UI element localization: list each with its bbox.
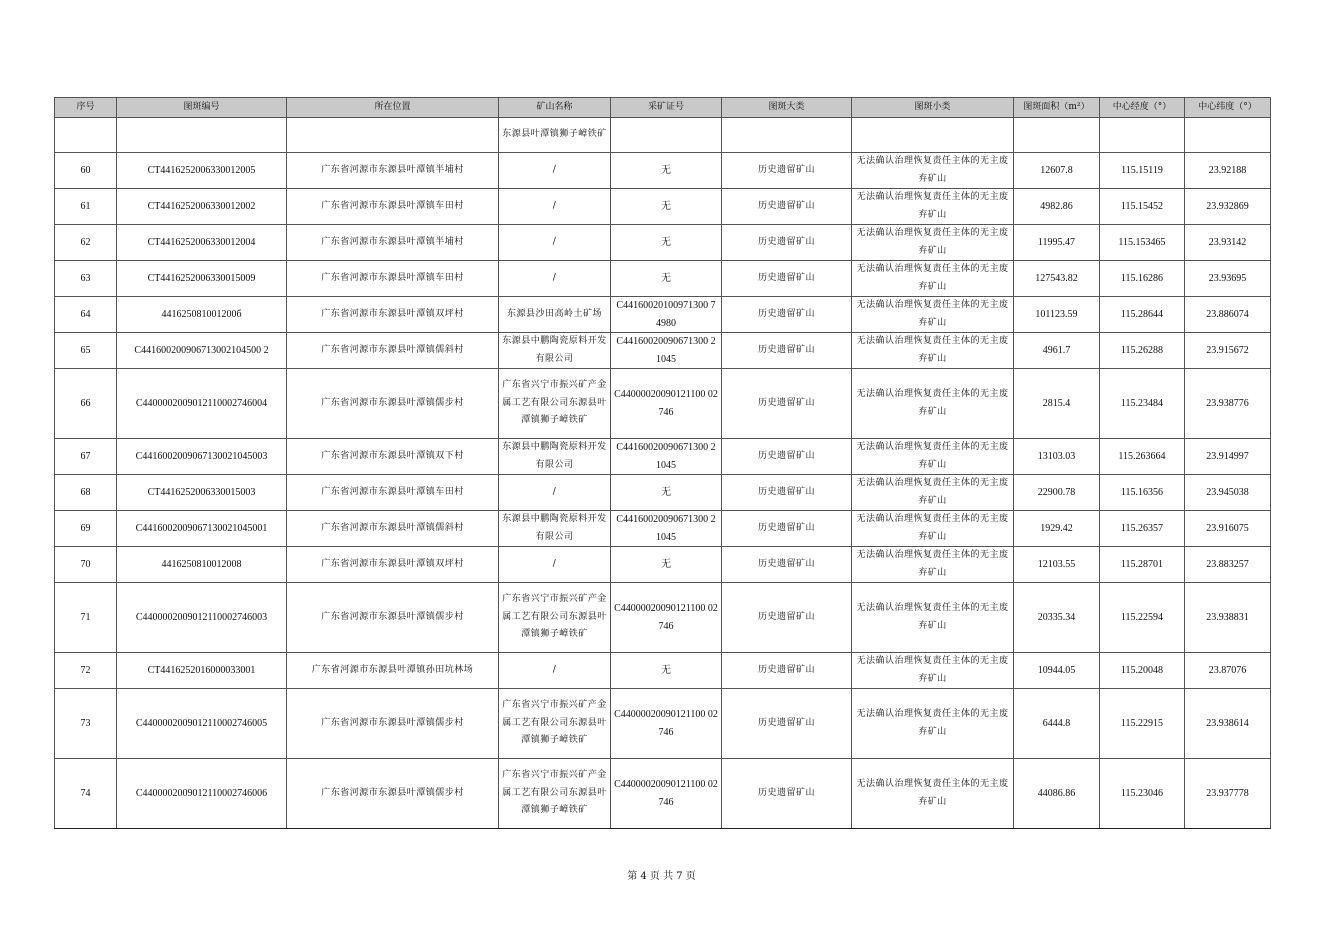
patch-code-cell: 441625081001200б (117, 297, 287, 333)
location-cell: 广东省河源市东源县叶潭镇双坪村 (287, 297, 499, 333)
patch-code-cell: C4416002009067130021045001 (117, 511, 287, 547)
area-cell: 13103.03 (1014, 439, 1100, 475)
page-number: 第 4 页 共 7 页 (627, 871, 696, 882)
area-cell: 4961.7 (1014, 333, 1100, 369)
longitude-cell: 115.26357 (1100, 511, 1185, 547)
location-cell: 广东省河源市东源县叶潭镇儒步村 (287, 689, 499, 759)
row-no-cell: 63 (55, 261, 117, 297)
area-cell: 4982.86 (1014, 189, 1100, 225)
table-row (55, 475, 1271, 511)
major-class-cell: 历史遗留矿山 (722, 189, 852, 225)
minor-class-cell: 无法确认治理恢复责任主体的无主废弃矿山 (852, 583, 1014, 653)
minor-class-cell: 无法确认治理恢复责任主体的无主废弃矿山 (852, 511, 1014, 547)
major-class-cell: 历史遗留矿山 (722, 333, 852, 369)
patch-code-cell: 4416250810012008 (117, 547, 287, 583)
minor-class-cell (852, 118, 1014, 153)
license-no-cell: C44000020090121100 02746 (611, 369, 722, 439)
row-no-cell: 73 (55, 689, 117, 759)
minor-class-cell: 无法确认治理恢复责任主体的无主废弃矿山 (852, 369, 1014, 439)
latitude-cell: 23.937778 (1185, 759, 1271, 829)
major-class-cell: 历史遗留矿山 (722, 225, 852, 261)
longitude-cell: 115.26288 (1100, 333, 1185, 369)
major-class-cell (722, 118, 852, 153)
minor-class-cell: 无法确认治理恢复责任主体的无主废弃矿山 (852, 439, 1014, 475)
row-no-cell: 60 (55, 153, 117, 189)
license-no-cell: 无 (611, 153, 722, 189)
longitude-cell: 115.23484 (1100, 369, 1185, 439)
location-cell: 广东省河源市东源县叶潭镇车田村 (287, 189, 499, 225)
license-no-cell: C44000020090121100 02746 (611, 583, 722, 653)
mine-name-cell: / (499, 225, 611, 261)
row-no-cell: 66 (55, 369, 117, 439)
mine-name-cell: / (499, 153, 611, 189)
latitude-cell: 23.938831 (1185, 583, 1271, 653)
mine-name-cell: 东源县中鹏陶瓷原料开发有限公司 (499, 511, 611, 547)
location-cell: 广东省河源市东源县叶潭镇儒步村 (287, 369, 499, 439)
major-class-cell: 历史遗留矿山 (722, 689, 852, 759)
longitude-cell: 115.28701 (1100, 547, 1185, 583)
license-no-cell: C44000020090121100 02746 (611, 689, 722, 759)
minor-class-cell: 无法确认治理恢复责任主体的无主废弃矿山 (852, 475, 1014, 511)
mine-name-cell: 东源县叶潭镇狮子嶂铁矿 (499, 118, 611, 153)
location-cell: 广东省河源市东源县叶潭镇半埔村 (287, 153, 499, 189)
area-cell: 20335.34 (1014, 583, 1100, 653)
longitude-cell: 115.15452 (1100, 189, 1185, 225)
header-patch-code: 图斑编号 (117, 98, 287, 118)
patch-code-cell: C4400002009012110002746005 (117, 689, 287, 759)
table-row (55, 759, 1271, 829)
license-no-cell: 无 (611, 261, 722, 297)
area-cell: 127543.82 (1014, 261, 1100, 297)
table-row (55, 189, 1271, 225)
minor-class-cell: 无法确认治理恢复责任主体的无主废弃矿山 (852, 547, 1014, 583)
mine-name-cell: / (499, 475, 611, 511)
latitude-cell: 23.945038 (1185, 475, 1271, 511)
area-cell: 1929.42 (1014, 511, 1100, 547)
major-class-cell: 历史遗留矿山 (722, 439, 852, 475)
header-mine-name: 矿山名称 (499, 98, 611, 118)
mine-name-cell: / (499, 261, 611, 297)
table-row (55, 511, 1271, 547)
latitude-cell: 23.938614 (1185, 689, 1271, 759)
mine-name-cell: 东源县沙田高岭土矿场 (499, 297, 611, 333)
longitude-cell: 115.20048 (1100, 653, 1185, 689)
table-row (55, 153, 1271, 189)
header-latitude: 中心纬度（°） (1185, 98, 1271, 118)
major-class-cell: 历史遗留矿山 (722, 583, 852, 653)
table-row (55, 225, 1271, 261)
major-class-cell: 历史遗留矿山 (722, 369, 852, 439)
table-row (55, 547, 1271, 583)
header-location: 所在位置 (287, 98, 499, 118)
latitude-cell: 23.87076 (1185, 653, 1271, 689)
latitude-cell: 23.914997 (1185, 439, 1271, 475)
table-header-row (55, 98, 1271, 118)
area-cell: 22900.78 (1014, 475, 1100, 511)
mine-name-cell: 广东省兴宁市振兴矿产金属工艺有限公司东源县叶潭镇狮子嶂铁矿 (499, 369, 611, 439)
row-no-cell: 64 (55, 297, 117, 333)
latitude-cell: 23.916075 (1185, 511, 1271, 547)
mine-name-cell: 东源县中鹏陶瓷原料开发有限公司 (499, 333, 611, 369)
row-no-cell: 67 (55, 439, 117, 475)
location-cell: 广东省河源市东源县叶潭镇孙田坑林场 (287, 653, 499, 689)
latitude-cell: 23.938776 (1185, 369, 1271, 439)
minor-class-cell: 无法确认治理恢复责任主体的无主废弃矿山 (852, 297, 1014, 333)
row-no-cell: 71 (55, 583, 117, 653)
minor-class-cell: 无法确认治理恢复责任主体的无主废弃矿山 (852, 261, 1014, 297)
mine-name-cell: / (499, 653, 611, 689)
license-no-cell (611, 118, 722, 153)
longitude-cell: 115.22915 (1100, 689, 1185, 759)
row-no-cell: 72 (55, 653, 117, 689)
patch-code-cell: CT4416252016000033001 (117, 653, 287, 689)
latitude-cell: 23.92188 (1185, 153, 1271, 189)
area-cell: 12607.8 (1014, 153, 1100, 189)
header-license: 采矿证号 (611, 98, 722, 118)
row-no-cell: 68 (55, 475, 117, 511)
location-cell: 广东省河源市东源县叶潭镇车田村 (287, 261, 499, 297)
license-no-cell: C44160020100971300 74980 (611, 297, 722, 333)
table-row (55, 118, 1271, 153)
patch-code-cell: C4416002009067130021045003 (117, 439, 287, 475)
location-cell: 广东省河源市东源县叶潭镇儒步村 (287, 759, 499, 829)
patch-code-cell: C4400002009012110002746003 (117, 583, 287, 653)
longitude-cell: 115.263664 (1100, 439, 1185, 475)
location-cell: 广东省河源市东源县叶潭镇双坪村 (287, 547, 499, 583)
location-cell: 广东省河源市东源县叶潭镇儒斜村 (287, 511, 499, 547)
patch-code-cell (117, 118, 287, 153)
location-cell (287, 118, 499, 153)
minor-class-cell: 无法确认治理恢复责任主体的无主废弃矿山 (852, 689, 1014, 759)
major-class-cell: 历史遗留矿山 (722, 547, 852, 583)
mine-name-cell: 东源县中鹏陶瓷原料开发有限公司 (499, 439, 611, 475)
area-cell: 44086.86 (1014, 759, 1100, 829)
header-no: 序号 (55, 98, 117, 118)
row-no-cell: 70 (55, 547, 117, 583)
patch-code-cell: CT4416252006330015003 (117, 475, 287, 511)
longitude-cell (1100, 118, 1185, 153)
table-row (55, 333, 1271, 369)
location-cell: 广东省河源市东源县叶潭镇半埔村 (287, 225, 499, 261)
longitude-cell: 115.23046 (1100, 759, 1185, 829)
latitude-cell: 23.932869 (1185, 189, 1271, 225)
minor-class-cell: 无法确认治理恢复责任主体的无主废弃矿山 (852, 225, 1014, 261)
longitude-cell: 115.22594 (1100, 583, 1185, 653)
major-class-cell: 历史遗留矿山 (722, 297, 852, 333)
latitude-cell: 23.93142 (1185, 225, 1271, 261)
license-no-cell: 无 (611, 547, 722, 583)
mine-patch-table (54, 97, 1271, 829)
header-major-class: 图斑大类 (722, 98, 852, 118)
table-row (55, 689, 1271, 759)
mine-name-cell: / (499, 547, 611, 583)
patch-code-cell: C441600200906713002104500 2 (117, 333, 287, 369)
latitude-cell: 23.883257 (1185, 547, 1271, 583)
row-no-cell: 74 (55, 759, 117, 829)
major-class-cell: 历史遗留矿山 (722, 759, 852, 829)
row-no-cell: 62 (55, 225, 117, 261)
area-cell: 12103.55 (1014, 547, 1100, 583)
area-cell: 10944.05 (1014, 653, 1100, 689)
minor-class-cell: 无法确认治理恢复责任主体的无主废弃矿山 (852, 653, 1014, 689)
license-no-cell: C44160020090671300 21045 (611, 333, 722, 369)
major-class-cell: 历史遗留矿山 (722, 261, 852, 297)
patch-code-cell: CT4416252006330012002 (117, 189, 287, 225)
area-cell: 11995.47 (1014, 225, 1100, 261)
patch-code-cell: CT4416252006330012004 (117, 225, 287, 261)
table-row (55, 653, 1271, 689)
major-class-cell: 历史遗留矿山 (722, 653, 852, 689)
major-class-cell: 历史遗留矿山 (722, 511, 852, 547)
longitude-cell: 115.28644 (1100, 297, 1185, 333)
latitude-cell: 23.886074 (1185, 297, 1271, 333)
location-cell: 广东省河源市东源县叶潭镇双下村 (287, 439, 499, 475)
area-cell: 101123.59 (1014, 297, 1100, 333)
major-class-cell: 历史遗留矿山 (722, 475, 852, 511)
longitude-cell: 115.16286 (1100, 261, 1185, 297)
mine-name-cell: / (499, 189, 611, 225)
table-row (55, 439, 1271, 475)
table-row (55, 297, 1271, 333)
header-minor-class: 图斑小类 (852, 98, 1014, 118)
patch-code-cell: C4400002009012110002746006 (117, 759, 287, 829)
mine-name-cell: 广东省兴宁市振兴矿产金属工艺有限公司东源县叶潭镇狮子嶂铁矿 (499, 583, 611, 653)
license-no-cell: 无 (611, 225, 722, 261)
area-cell (1014, 118, 1100, 153)
major-class-cell: 历史遗留矿山 (722, 153, 852, 189)
longitude-cell: 115.16356 (1100, 475, 1185, 511)
latitude-cell: 23.93695 (1185, 261, 1271, 297)
table-row (55, 261, 1271, 297)
row-no-cell (55, 118, 117, 153)
license-no-cell: 无 (611, 189, 722, 225)
area-cell: 6444.8 (1014, 689, 1100, 759)
license-no-cell: C44160020090671300 21045 (611, 439, 722, 475)
location-cell: 广东省河源市东源县叶潭镇车田村 (287, 475, 499, 511)
table-row (55, 369, 1271, 439)
latitude-cell (1185, 118, 1271, 153)
location-cell: 广东省河源市东源县叶潭镇儒斜村 (287, 333, 499, 369)
minor-class-cell: 无法确认治理恢复责任主体的无主废弃矿山 (852, 153, 1014, 189)
longitude-cell: 115.15119 (1100, 153, 1185, 189)
patch-code-cell: C4400002009012110002746004 (117, 369, 287, 439)
patch-code-cell: CT4416252006330015009 (117, 261, 287, 297)
license-no-cell: C44160020090671300 21045 (611, 511, 722, 547)
location-cell: 广东省河源市东源县叶潭镇儒步村 (287, 583, 499, 653)
area-cell: 2815.4 (1014, 369, 1100, 439)
license-no-cell: C44000020090121100 02746 (611, 759, 722, 829)
mine-name-cell: 广东省兴宁市振兴矿产金属工艺有限公司东源县叶潭镇狮子嶂铁矿 (499, 689, 611, 759)
latitude-cell: 23.915672 (1185, 333, 1271, 369)
table-row (55, 583, 1271, 653)
license-no-cell: 无 (611, 475, 722, 511)
row-no-cell: 69 (55, 511, 117, 547)
header-area: 图斑面积（m²） (1014, 98, 1100, 118)
minor-class-cell: 无法确认治理恢复责任主体的无主废弃矿山 (852, 189, 1014, 225)
row-no-cell: 61 (55, 189, 117, 225)
longitude-cell: 115.153465 (1100, 225, 1185, 261)
row-no-cell: 65 (55, 333, 117, 369)
license-no-cell: 无 (611, 653, 722, 689)
minor-class-cell: 无法确认治理恢复责任主体的无主废弃矿山 (852, 759, 1014, 829)
patch-code-cell: CT4416252006330012005 (117, 153, 287, 189)
minor-class-cell: 无法确认治理恢复责任主体的无主废弃矿山 (852, 333, 1014, 369)
header-longitude: 中心经度（°） (1100, 98, 1185, 118)
mine-name-cell: 广东省兴宁市振兴矿产金属工艺有限公司东源县叶潭镇狮子嶂铁矿 (499, 759, 611, 829)
